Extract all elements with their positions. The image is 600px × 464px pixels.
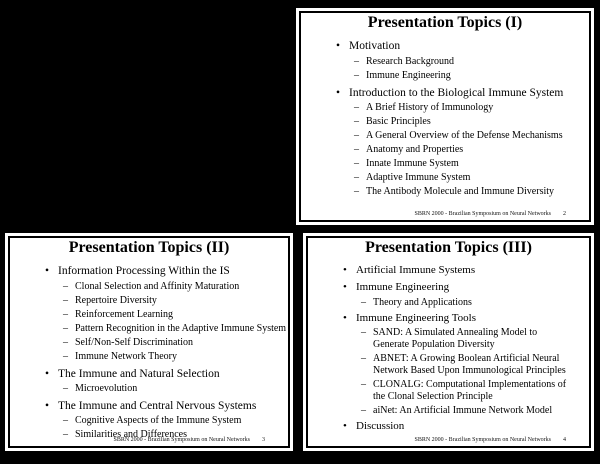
slide-4: [303, 233, 594, 451]
slide-outline-list: [303, 264, 594, 434]
dash-icon: –: [361, 379, 366, 391]
list-item: – Cognitive Aspects of the Immune System: [63, 415, 242, 427]
list-item: – aiNet: An Artificial Immune Network Model: [361, 405, 553, 417]
slide-footer: [114, 437, 266, 443]
bullet-icon: •: [343, 264, 347, 277]
list-item: – A General Overview of the Defense Mechanisms: [354, 129, 563, 141]
dash-icon: –: [63, 336, 68, 348]
list-item: – Anatomy and Properties: [354, 143, 464, 155]
list-item: – Innate Immune System: [354, 157, 459, 169]
slide-footer: [415, 437, 567, 443]
slide-2: [296, 8, 594, 225]
list-item: – Immune Engineering: [354, 69, 451, 81]
list-item: • Discussion: [343, 420, 405, 433]
bullet-icon: •: [45, 399, 50, 412]
footer-conference-text: SBRN 2000 - Brazilian Symposium on Neural Networks: [414, 437, 551, 443]
list-item: – Adaptive Immune System: [354, 171, 471, 183]
list-item: • Information Processing Within the IS: [45, 265, 230, 278]
slide-title: Presentation Topics (II): [68, 239, 230, 256]
bullet-icon: •: [343, 311, 347, 324]
footer-conference-text: SBRN 2000 - Brazilian Symposium on Neural Networks: [113, 437, 250, 443]
dash-icon: –: [354, 129, 359, 141]
dash-icon: –: [63, 350, 68, 362]
list-item: – Repertoire Diversity: [63, 294, 157, 306]
dash-icon: –: [63, 322, 68, 334]
dash-icon: –: [361, 296, 366, 308]
list-item: • Immune Engineering Tools: [343, 311, 477, 324]
bullet-icon: •: [336, 40, 341, 53]
list-item: – Similarities and Differences: [63, 429, 188, 441]
slide-title: Presentation Topics (III): [365, 239, 532, 256]
dash-icon: –: [63, 382, 68, 394]
list-item: – Pattern Recognition in the Adaptive Immune System: [63, 322, 287, 334]
dash-icon: –: [361, 405, 366, 417]
list-item: – SAND: A Simulated Annealing Model to Generate Population Diversity: [361, 327, 538, 351]
page-number: 2: [563, 211, 566, 217]
list-item: • The Immune and Natural Selection: [45, 367, 220, 380]
list-item: • Immune Engineering: [343, 280, 450, 293]
dash-icon: –: [354, 157, 359, 169]
dash-icon: –: [361, 327, 366, 339]
slide-title: Presentation Topics (I): [367, 14, 523, 31]
list-item: • Artificial Immune Systems: [343, 264, 476, 277]
list-item: – Theory and Applications: [361, 296, 472, 308]
dash-icon: –: [63, 308, 68, 320]
footer-conference-text: SBRN 2000 - Brazilian Symposium on Neural Networks: [414, 211, 551, 217]
dash-icon: –: [63, 415, 68, 427]
dash-icon: –: [354, 115, 359, 127]
bullet-icon: •: [45, 367, 50, 380]
page-number: 4: [563, 437, 566, 443]
slide-1-blank: [5, 8, 292, 225]
list-item: – Basic Principles: [354, 115, 431, 127]
dash-icon: –: [354, 55, 359, 67]
list-item: – Microevolution: [63, 382, 138, 394]
slide-footer: [415, 211, 567, 217]
dash-icon: –: [63, 280, 68, 292]
slide-3: [5, 233, 293, 451]
list-item: – Reinforcement Learning: [63, 308, 174, 320]
dash-icon: –: [354, 171, 359, 183]
list-item: – Self/Non-Self Discrimination: [63, 336, 194, 348]
bullet-icon: •: [45, 265, 50, 278]
list-item: – Immune Network Theory: [63, 350, 178, 362]
dash-icon: –: [354, 101, 359, 113]
page-number: 3: [262, 437, 265, 443]
list-item: – A Brief History of Immunology: [354, 101, 494, 113]
slide-outline-list: [296, 39, 594, 198]
dash-icon: –: [354, 143, 359, 155]
dash-icon: –: [361, 353, 366, 365]
list-item: • Introduction to the Biological Immune System: [336, 86, 564, 99]
bullet-icon: •: [336, 86, 341, 99]
bullet-icon: •: [343, 280, 347, 293]
list-item: – Research Background: [354, 55, 455, 67]
list-item: – The Antibody Molecule and Immune Diversity: [354, 185, 555, 197]
dash-icon: –: [354, 69, 359, 81]
list-item: – CLONALG: Computational Implementations of the Clonal Selection Principle: [361, 379, 567, 403]
list-item: – ABNET: A Growing Boolean Artificial Neural Network Based Upon Immunological Principles: [361, 353, 566, 377]
dash-icon: –: [63, 294, 68, 306]
bullet-icon: •: [343, 420, 347, 433]
dash-icon: –: [354, 185, 359, 197]
list-item: • The Immune and Central Nervous Systems: [45, 399, 257, 412]
list-item: – Clonal Selection and Affinity Maturation: [63, 280, 240, 292]
dash-icon: –: [63, 429, 68, 441]
list-item: • Motivation: [336, 40, 401, 53]
slide-outline-list: [5, 264, 293, 441]
